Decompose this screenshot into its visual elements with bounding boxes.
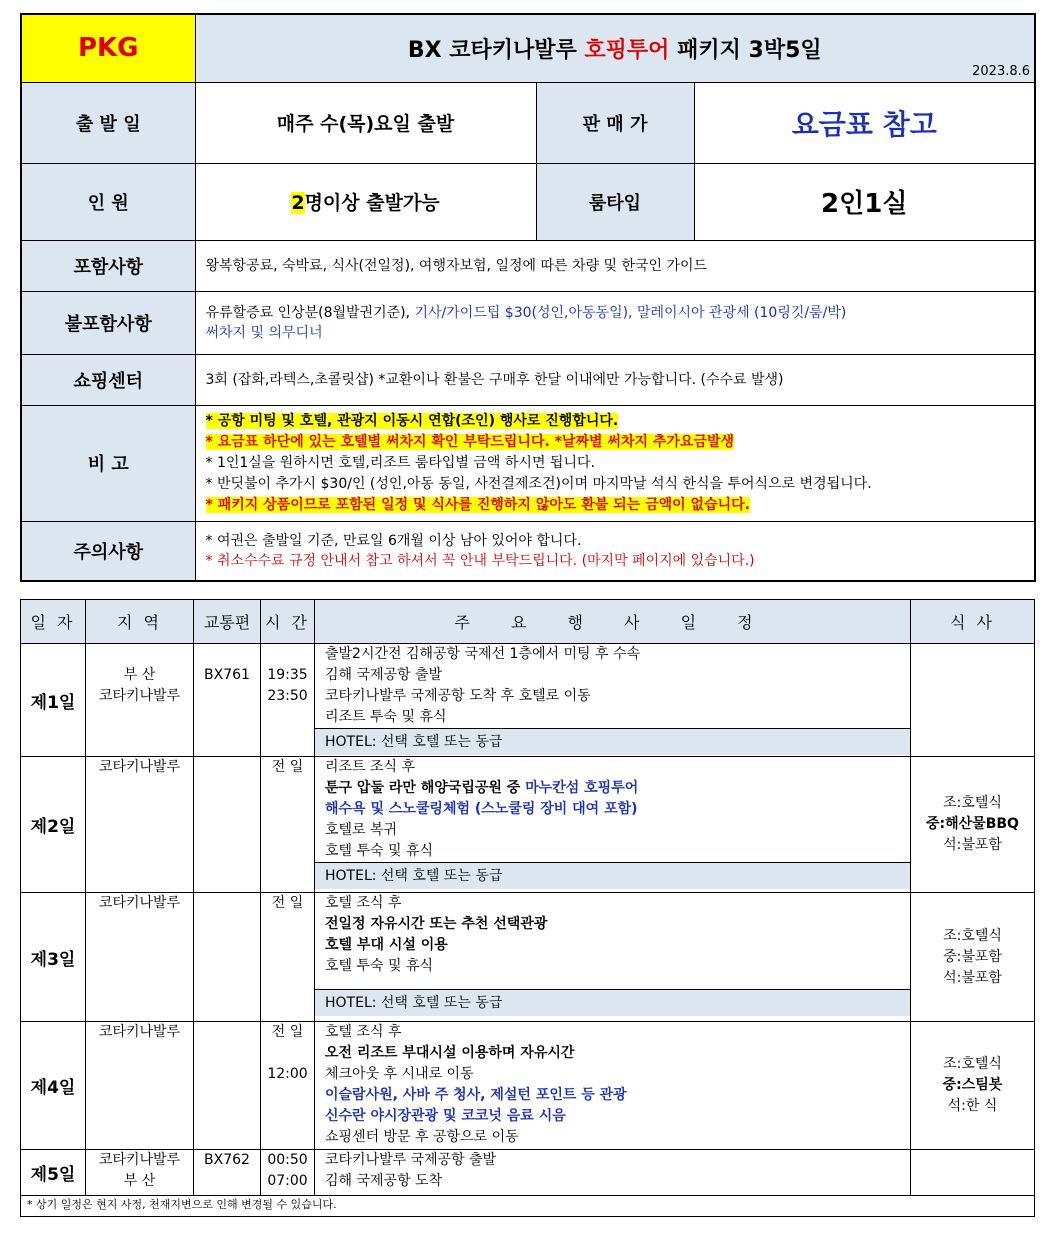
price-value: 요금표 참고 — [694, 82, 1035, 163]
meal-cell — [911, 1150, 1035, 1196]
summary-table — [20, 13, 1036, 582]
page-title: BX 코타키나발루 호핑투어 패키지 3박5일 2023.8.6 — [195, 14, 1035, 82]
room-label: 룸타입 — [536, 163, 694, 240]
table-row — [21, 893, 1035, 1022]
time-cell: 19:35 23:50 — [261, 644, 315, 757]
schedule-cell: 출발2시간전 김해공항 국제선 1층에서 미팅 후 수속 김해 국제공항 출발 코타키나발루 국제공항 도착 후 호텔로 이동 리조트 투숙 및 휴식 HOTEL: 선택 호텔 또는 동급 — [315, 644, 911, 757]
col-header-day: 일 자 — [21, 600, 86, 644]
remark-item: * 패키지 상품이므로 포함된 일정 및 식사를 진행하지 않아도 환불 되는 금액이 없습니다. — [205, 496, 750, 513]
time-cell: 전 일 — [261, 757, 315, 893]
caution-label: 주의사항 — [21, 521, 195, 581]
region-cell: 코타키나발루 — [86, 893, 194, 1022]
col-header-region: 지 역 — [86, 600, 194, 644]
transport-cell: BX762 — [194, 1150, 261, 1196]
table-row — [21, 757, 1035, 893]
caution-list — [195, 521, 1035, 581]
exclude-value: 유류할증료 인상분(8월발권기준), 기사/가이드팁 $30(성인,아동동일), 말레이시아 관광세 (10링깃/룸/박) 써차지 및 의무디너 — [195, 291, 1035, 354]
remark-item: * 공항 미팅 및 호텔, 관광지 이동시 연합(조인) 행사로 진행합니다. — [205, 412, 619, 429]
region-cell: 코타키나발루 — [86, 1022, 194, 1150]
itinerary-table — [20, 599, 1035, 1217]
table-row — [21, 1150, 1035, 1196]
caution-item: * 취소수수료 규정 안내서 참고 하셔서 꼭 안내 부탁드립니다. (마지막 페이지에 있습니다.) — [205, 552, 755, 569]
meal-cell: 조:호텔식 중:해산물BBQ 석:불포함 — [911, 757, 1035, 893]
time-cell: 전 일 — [261, 893, 315, 1022]
hotel-info: HOTEL: 선택 호텔 또는 동급 — [315, 862, 910, 889]
exclude-label: 불포함사항 — [21, 291, 195, 354]
col-header-meals: 식 사 — [911, 600, 1035, 644]
schedule-highlight-line: 툰구 압둘 라만 해양국립공원 중 마누칸섬 호핑투어 — [325, 780, 639, 796]
people-value: 2명이상 출발가능 — [195, 163, 536, 240]
hotel-info: HOTEL: 선택 호텔 또는 동급 — [315, 728, 910, 755]
day-label: 제1일 — [21, 644, 86, 757]
remark-item: * 반딧불이 추가시 $30/인 (성인,아동 동일, 사전결제조건)이며 마지막날 석식 한식을 투어식으로 변경됩니다. — [205, 475, 872, 492]
day-label: 제5일 — [21, 1150, 86, 1196]
transport-cell — [194, 893, 261, 1022]
hotel-info: HOTEL: 선택 호텔 또는 동급 — [315, 989, 910, 1016]
price-label: 판 매 가 — [536, 82, 694, 163]
transport-cell — [194, 1022, 261, 1150]
transport-cell: BX761 — [194, 644, 261, 757]
col-header-schedule: 주 요 행 사 일 정 — [315, 600, 911, 644]
remark-item: * 1인1실을 원하시면 호텔,리조트 룸타입별 금액 하시면 됩니다. — [205, 454, 595, 471]
include-label: 포함사항 — [21, 240, 195, 291]
remark-item: * 요금표 하단에 있는 호텔별 써차지 확인 부탁드립니다. *날짜별 써차지 추가요금발생 — [205, 433, 735, 450]
meal-cell — [911, 644, 1035, 757]
col-header-transport: 교통편 — [194, 600, 261, 644]
region-cell: 코타키나발루 — [86, 757, 194, 893]
shopping-label: 쇼핑센터 — [21, 354, 195, 405]
schedule-cell: 호텔 조식 후 오전 리조트 부대시설 이용하며 자유시간 체크아웃 후 시내로 이동 이슬람사원, 사바 주 청사, 제설턴 포인트 등 관광 신수란 야시장관광 및 코코넛 음료 시음 쇼핑센터 방문 후 공항으로 이동 — [315, 1022, 911, 1150]
departure-label: 출 발 일 — [21, 82, 195, 163]
title-highlight: 호핑투어 — [584, 37, 670, 63]
remarks-label: 비 고 — [21, 405, 195, 521]
shopping-value: 3회 (잡화,라텍스,초콜릿샵) *교환이나 환불은 구매후 한달 이내에만 가능합니다. (수수료 발생) — [195, 354, 1035, 405]
table-row — [21, 644, 1035, 757]
table-row — [21, 1022, 1035, 1150]
day-label: 제2일 — [21, 757, 86, 893]
remarks-list — [195, 405, 1035, 521]
people-label: 인 원 — [21, 163, 195, 240]
doc-date: 2023.8.6 — [972, 63, 1031, 79]
day-label: 제4일 — [21, 1022, 86, 1150]
pkg-badge: PKG — [21, 14, 195, 82]
meal-cell: 조:호텔식 중:스팀봇 석:한 식 — [911, 1022, 1035, 1150]
caution-item: * 여권은 출발일 기준, 만료일 6개월 이상 남아 있어야 합니다. — [205, 532, 582, 549]
region-cell: 부 산 코타키나발루 — [86, 644, 194, 757]
schedule-cell: 호텔 조식 후 전일정 자유시간 또는 추천 선택관광 호텔 부대 시설 이용 호텔 투숙 및 휴식 HOTEL: 선택 호텔 또는 동급 — [315, 893, 911, 1022]
meal-cell: 조:호텔식 중:불포함 석:불포함 — [911, 893, 1035, 1022]
transport-cell — [194, 757, 261, 893]
region-cell: 코타키나발루 부 산 — [86, 1150, 194, 1196]
col-header-time: 시 간 — [261, 600, 315, 644]
time-cell: 00:50 07:00 — [261, 1150, 315, 1196]
schedule-cell: 리조트 조식 후 툰구 압둘 라만 해양국립공원 중 마누칸섬 호핑투어 해수욕 및 스노쿨링체험 (스노쿨링 장비 대여 포함) 호텔로 복귀 호텔 투숙 및 휴식 HOTEL: 선택 호텔 또는 동급 — [315, 757, 911, 893]
schedule-cell: 코타키나발루 국제공항 출발 김해 국제공항 도착 — [315, 1150, 911, 1196]
include-value: 왕복항공료, 숙박료, 식사(전일정), 여행자보험, 일정에 따른 차량 및 한국인 가이드 — [195, 240, 1035, 291]
day-label: 제3일 — [21, 893, 86, 1022]
room-value: 2인1실 — [694, 163, 1035, 240]
time-cell: 전 일 12:00 — [261, 1022, 315, 1150]
departure-value: 매주 수(목)요일 출발 — [195, 82, 536, 163]
footer-note: * 상기 일정은 현지 사정, 천재지변으로 인해 변경될 수 있습니다. — [21, 1196, 1035, 1217]
